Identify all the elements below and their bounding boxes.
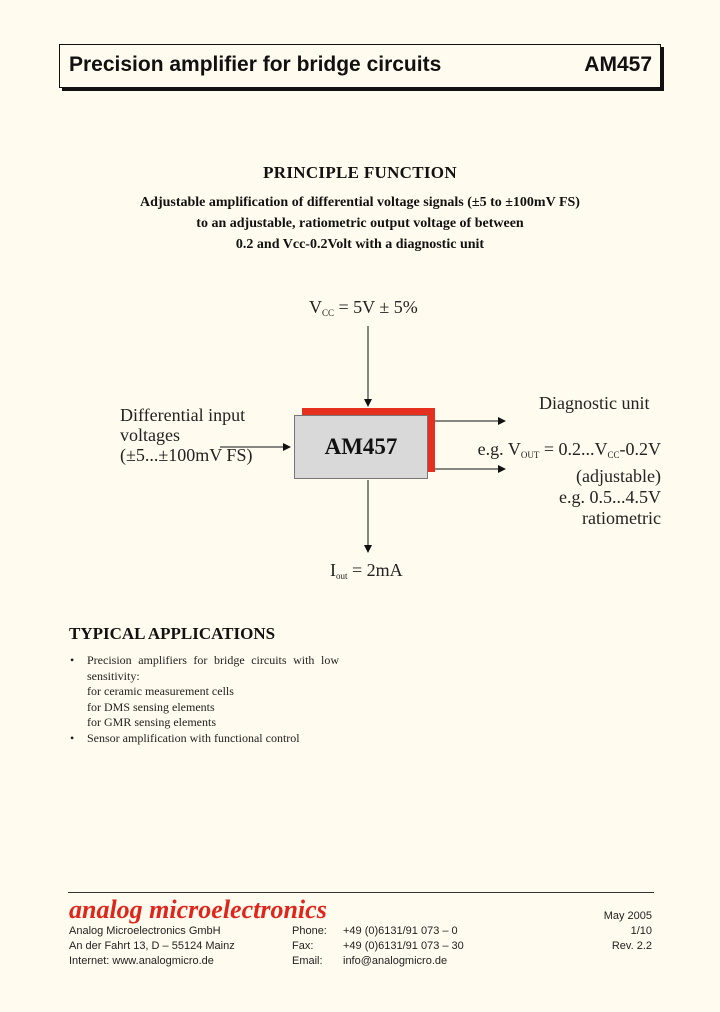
principle-title: PRINCIPLE FUNCTION xyxy=(263,163,457,182)
list-item: • Precision amplifiers for bridge circuits with low sensitivity: for ceramic measurement cells for DMS sensing elements for GMR sensing elements xyxy=(70,653,339,729)
contact-labels: Phone: Fax: Email: xyxy=(292,925,327,967)
applications-list xyxy=(69,653,339,746)
phone-number: +49 (0)6131/91 073 – 0 xyxy=(343,925,458,937)
diagnostic-unit-label: Diagnostic unit xyxy=(539,393,650,413)
website-link[interactable]: Internet: www.analogmicro.de xyxy=(69,955,214,967)
page-number: 1/10 xyxy=(630,925,652,937)
footer-divider xyxy=(68,892,654,893)
brand-logo: analog microelectronics xyxy=(69,895,327,924)
vcc-label: $V_{CC} = 5V \pm 5\%$ xyxy=(309,297,418,318)
document-title: Precision amplifier for bridge circuits xyxy=(69,53,442,76)
ratiometric-note: ratiometric xyxy=(582,508,661,528)
principle-line: to an adjustable, ratiometric output voltage of between xyxy=(196,216,524,231)
vout-range: e.g. $V_{OUT} = 0.2...V_{CC}-0.2V$ xyxy=(477,439,661,460)
output-label xyxy=(478,439,661,529)
revision: Rev. 2.2 xyxy=(611,940,652,952)
range-example: e.g. 0.5...4.5V xyxy=(559,487,661,507)
contact-values xyxy=(343,924,464,969)
bullet-icon: • xyxy=(70,653,75,667)
bullet-icon: • xyxy=(70,730,75,745)
document-date: May 2005 xyxy=(603,910,652,922)
applications-title: TYPICAL APPLICATIONS xyxy=(69,624,276,643)
document-meta xyxy=(604,909,652,954)
part-number: AM457 xyxy=(584,53,652,76)
list-item: • Sensor amplification with functional control xyxy=(70,730,300,745)
email-link[interactable]: info@analogmicro.de xyxy=(343,955,448,967)
company-address: Analog Microelectronics GmbH An der Fahrt 13, D – 55124 Mainz Internet: www.analogmicro.de xyxy=(69,925,235,967)
chip-label: AM457 xyxy=(324,434,398,459)
adjustable-note: (adjustable) xyxy=(576,466,661,486)
principle-line: Adjustable amplification of differential voltage signals (±5 to ±100mV FS) xyxy=(140,195,580,210)
am457-chip xyxy=(294,415,428,479)
iout-label: $I_{out} = 2mA$ xyxy=(330,560,403,581)
input-label: Differential input voltages (±5...±100mV FS) xyxy=(120,405,253,465)
fax-number: +49 (0)6131/91 073 – 30 xyxy=(343,940,464,952)
principle-line: 0.2 and Vcc-0.2Volt with a diagnostic unit xyxy=(235,237,485,252)
